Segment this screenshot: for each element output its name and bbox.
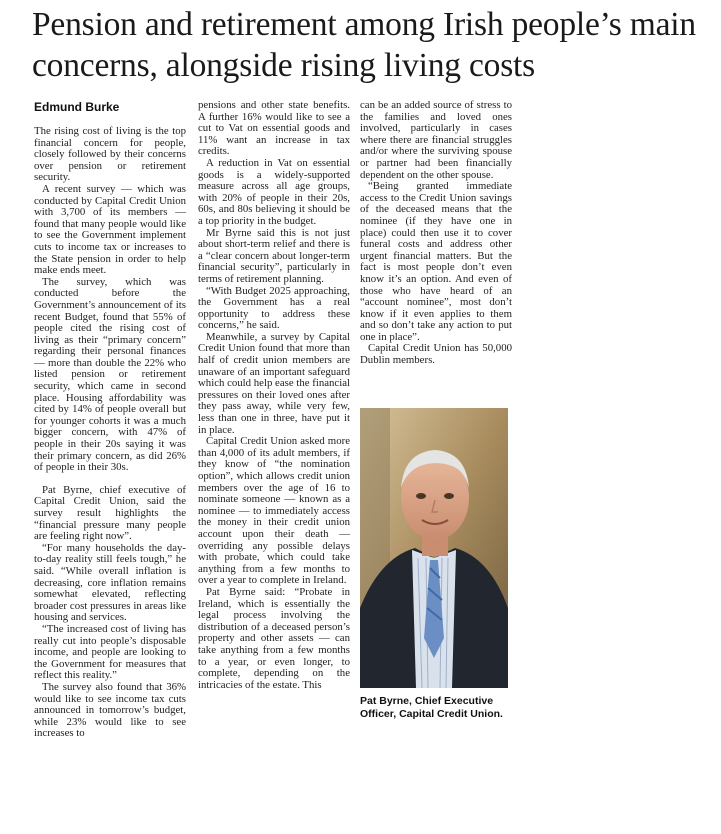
article-paragraph: Capital Credit Union asked more than 4,000 of its adult members, if they know of “the nomination option”, which allows credit union members over the age of 16 to nominate someone — known as a nominee — to immediately access the money in their credit union account upon their death — overriding any possible delays with probate, which could take anything from a few months to over a year to complete in Ireland. <box>198 435 350 587</box>
article-paragraph: pensions and other state benefits. A further 16% would like to see a cut to Vat on essential goods and 11% want an increase in tax credits. <box>198 99 350 158</box>
portrait-photo <box>360 408 508 688</box>
article-paragraph: “For many households the day-to-day reality still feels tough,” he said. “While overall inflation is decreasing, core inflation remains somewhat elevated, reflecting broader cost pressures in areas like housing and services. <box>34 541 186 624</box>
article-paragraph: A reduction in Vat on essential goods is a widely-supported measure across all age groups, with 20% of people in their 20s, 60s, and 80s believing it should be a top priority in the budget. <box>198 156 350 227</box>
article-paragraph: “With Budget 2025 approaching, the Government has a real opportunity to address these concerns,” he said. <box>198 284 350 332</box>
article-paragraph: Capital Credit Union has 50,000 Dublin members. <box>360 342 512 367</box>
article-paragraph: The rising cost of living is the top financial concern for people, closely followed by their concerns over pension or retirement security. <box>34 125 186 184</box>
article-paragraph: “Being granted immediate access to the Credit Union savings of the deceased means that the nominee (if they have one in place) could then use it to cover funeral costs and address other urgent financial matters. But the fact is most people don’t even know it’s an option. And even of those who have heard of an “account nominee”, most don’t know if it even applies to them and so don’t take any action to put one in place”. <box>360 180 512 343</box>
article-paragraph: Meanwhile, a survey by Capital Credit Union found that more than half of credit union members are unaware of an important safeguard which could help ease the financial pressures on their loved ones after they pass away, while very few, less than one in three, have put it in place. <box>198 330 350 436</box>
article-headline: Pension and retirement among Irish people’s main concerns, alongside rising living costs <box>32 6 696 84</box>
article-column-2 <box>198 100 350 691</box>
photo-caption: Pat Byrne, Chief Executive Officer, Capital Credit Union. <box>360 695 503 720</box>
article-paragraph: “The increased cost of living has really cut into people’s disposable income, and people are looking to the Government for measures that reflect this reality.” <box>34 622 186 682</box>
article-column-3 <box>360 100 512 367</box>
article-paragraph: Pat Byrne said: “Probate in Ireland, which is essentially the legal process involving the distribution of a deceased person’s property and other assets — can take anything from a few months to a year, or even longer, to complete, depending on the intricacies of the estate. This <box>198 585 350 691</box>
article-column-1 <box>34 126 186 740</box>
portrait-illustration <box>360 408 508 688</box>
article-paragraph: Mr Byrne said this is not just about short-term relief and there is a “clear concern about longer-term financial security”, particularly in terms of retirement planning. <box>198 226 350 285</box>
article-paragraph: can be an added source of stress to the families and loved ones involved, particularly in cases where there are financial struggles and/or where the surviving spouse or partner had been financially dependent on the other spouse. <box>360 99 512 181</box>
article-paragraph: The survey, which was conducted before the Government’s announcement of its recent Budget, found that 55% of people cited the rising cost of living as their “primary concern” regarding their personal finances — more than double the 22% who listed pension or retirement security, which came in second place. Housing affordability was cited by 14% of people overall but for younger cohorts it was a much bigger concern, with 47% of people in their 20s saying it was their primary concern, as did 26% of people in their 30s. <box>34 275 186 474</box>
article-byline: Edmund Burke <box>34 100 120 114</box>
article-paragraph: The survey also found that 36% would like to see income tax cuts announced in tomorrow’s budget, while 23% would like to see increases to <box>34 680 186 740</box>
article-paragraph: Pat Byrne, chief executive of Capital Credit Union, said the survey result highlights the “financial pressure many people are feeling right now”. <box>34 483 186 543</box>
article-paragraph: A recent survey — which was conducted by Capital Credit Union with 3,700 of its members — found that many people would like to see the Government implement cuts to income tax or increases to the State pension in order to help make ends meet. <box>34 182 186 277</box>
